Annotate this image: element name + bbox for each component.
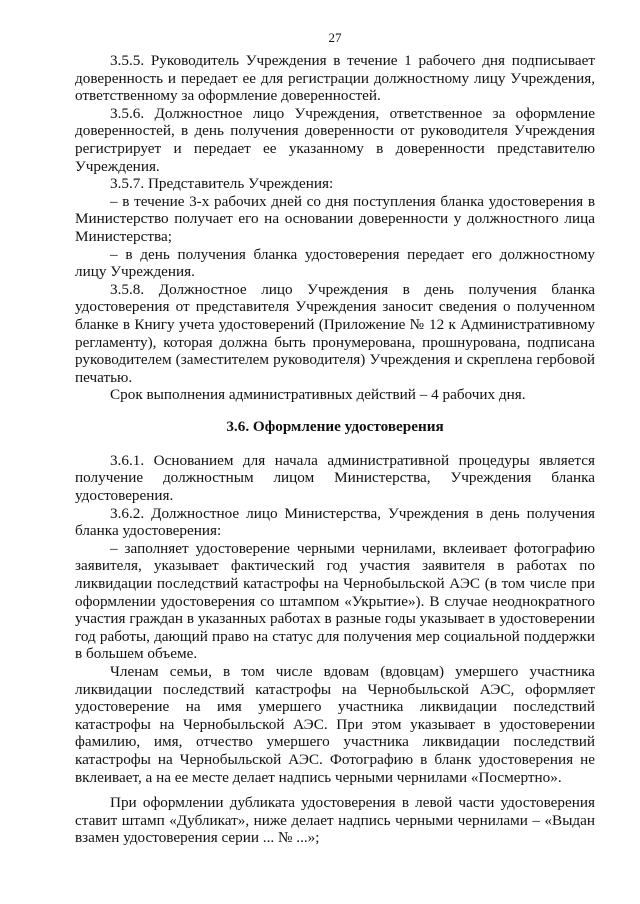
- paragraph-3-6-2: 3.6.2. Должностное лицо Министерства, Учреждения в день получения бланка удостоверения:: [75, 504, 595, 540]
- paragraph-3-5-8: 3.5.8. Должностное лицо Учреждения в день получения бланка удостоверения от представителя Учреждения заносит сведения о полученном бланке в Книгу учета удостоверений (Приложение № 12 к Административному регламенту), которая должна быть пронумерована, прошнурована, подписана руководителем (заместителем руководителя) Учреждения и скреплена гербовой печатью.: [75, 280, 595, 386]
- paragraph-3-5-6: 3.5.6. Должностное лицо Учреждения, ответственное за оформление доверенностей, в день получения доверенности от руководителя Учреждения регистрирует и передает ее указанному в доверенности представителю Учреждения.: [75, 104, 595, 175]
- paragraph-3-5-deadline: Срок выполнения административных действий – 4 рабочих дня.: [110, 386, 526, 404]
- section-heading-3-6: 3.6. Оформление удостоверения: [226, 417, 444, 435]
- paragraph-3-5-7-item-2: – в день получения бланка удостоверения передает его должностному лицу Учреждения.: [75, 245, 595, 281]
- paragraph-gap: [75, 786, 595, 794]
- page-number: 27: [328, 30, 342, 45]
- paragraph-3-6-2-family: Членам семьи, в том числе вдовам (вдовцам) умершего участника ликвидации последствий катастрофы на Чернобыльской АЭС, оформляет удостоверение на имя умершего участника ликвидации последствий катастрофы на Чернобыльской АЭС. При этом указывает в удостоверении фамилию, имя, отчество умершего участника ликвидации последствий катастрофы на Чернобыльской АЭС. Фотографию в бланк удостоверения не вклеивает, а на ее месте делает надпись черными чернилами «Посмертно».: [75, 663, 595, 786]
- paragraph-3-6-2-duplicate: При оформлении дубликата удостоверения в левой части удостоверения ставит штамп «Дубликат», ниже делает надпись черными чернилами – «Выдан взамен удостоверения серии ... № ...»;: [75, 794, 595, 847]
- paragraph-3-5-7: 3.5.7. Представитель Учреждения:: [110, 175, 334, 193]
- document-page: [75, 30, 595, 847]
- paragraph-3-6-2-item-1: – заполняет удостоверение черными чернилами, вклеивает фотографию заявителя, указывает фактический год участия заявителя в работах по ликвидации последствий катастрофы на Чернобыльской АЭС (в том числе при оформлении удостоверения со штампом «Укрытие»). В случае неоднократного участия граждан в указанных работах в разные годы указывает в удостоверении год работы, дающий право на статус для получения мер социальной поддержки в большем объеме.: [75, 539, 595, 663]
- paragraph-3-6-1: 3.6.1. Основанием для начала административной процедуры является получение должностным лицом Министерства, Учреждения бланка удостоверения.: [75, 451, 595, 505]
- paragraph-3-5-5: 3.5.5. Руководитель Учреждения в течение 1 рабочего дня подписывает доверенность и передает ее для регистрации должностному лицу Учреждения, ответственному за оформление доверенностей.: [75, 52, 595, 105]
- paragraph-3-5-7-item-1: – в течение 3-х рабочих дней со дня поступления бланка удостоверения в Министерство получает его на основании доверенности у должностного лица Министерства;: [75, 192, 595, 245]
